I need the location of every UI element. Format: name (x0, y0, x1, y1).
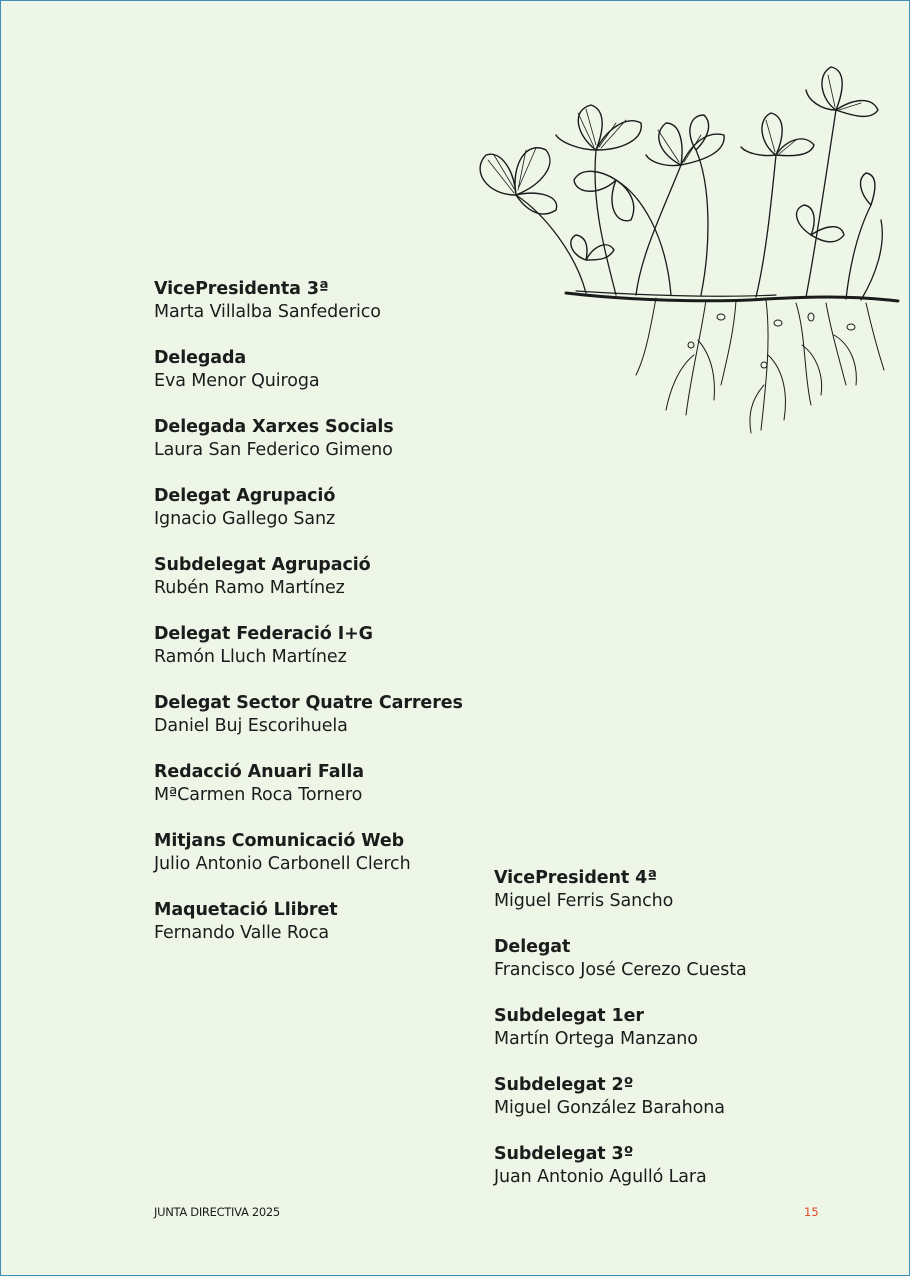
person-name: Miguel Ferris Sancho (494, 891, 674, 911)
right-column (494, 867, 824, 1212)
role-title: Subdelegat 1er (494, 1006, 644, 1026)
role-entry (154, 623, 474, 692)
role-title: Delegat Federació I+G (154, 624, 373, 644)
person-name: Ramón Lluch Martínez (154, 647, 347, 667)
person-name: Eva Menor Quiroga (154, 371, 320, 391)
person-name: Martín Ortega Manzano (494, 1029, 698, 1049)
role-title: Redacció Anuari Falla (154, 762, 364, 782)
role-entry (154, 761, 474, 830)
role-title: Delegat Sector Quatre Carreres (154, 693, 463, 713)
page-number: 15 (804, 1205, 819, 1219)
person-name: Julio Antonio Carbonell Clerch (154, 854, 411, 874)
role-title: VicePresidenta 3ª (154, 279, 329, 299)
role-title: Maquetació Llibret (154, 900, 338, 920)
role-entry (154, 554, 474, 623)
role-entry (154, 416, 474, 485)
role-entry (494, 1005, 824, 1074)
person-name: Fernando Valle Roca (154, 923, 329, 943)
person-name: MªCarmen Roca Tornero (154, 785, 363, 805)
role-entry (154, 485, 474, 554)
person-name: Laura San Federico Gimeno (154, 440, 393, 460)
person-name: Daniel Buj Escorihuela (154, 716, 348, 736)
clover-plant-illustration-icon (466, 55, 906, 440)
person-name: Marta Villalba Sanfederico (154, 302, 381, 322)
role-entry (494, 1143, 824, 1212)
left-column (154, 278, 474, 968)
role-title: Delegada (154, 348, 247, 368)
role-entry (154, 347, 474, 416)
footer-title: JUNTA DIRECTIVA 2025 (154, 1205, 280, 1219)
role-entry (494, 867, 824, 936)
role-title: Subdelegat 3º (494, 1144, 634, 1164)
role-title: Delegada Xarxes Socials (154, 417, 394, 437)
person-name: Rubén Ramo Martínez (154, 578, 345, 598)
role-entry (154, 899, 474, 968)
role-entry (154, 278, 474, 347)
role-title: Delegat (494, 937, 571, 957)
person-name: Francisco José Cerezo Cuesta (494, 960, 747, 980)
person-name: Ignacio Gallego Sanz (154, 509, 336, 529)
role-entry (494, 936, 824, 1005)
person-name: Miguel González Barahona (494, 1098, 725, 1118)
role-title: Delegat Agrupació (154, 486, 336, 506)
person-name: Juan Antonio Agulló Lara (494, 1167, 707, 1187)
role-entry (154, 830, 474, 899)
role-title: Subdelegat Agrupació (154, 555, 371, 575)
role-title: VicePresident 4ª (494, 868, 657, 888)
role-title: Mitjans Comunicació Web (154, 831, 405, 851)
role-entry (154, 692, 474, 761)
role-entry (494, 1074, 824, 1143)
role-title: Subdelegat 2º (494, 1075, 634, 1095)
